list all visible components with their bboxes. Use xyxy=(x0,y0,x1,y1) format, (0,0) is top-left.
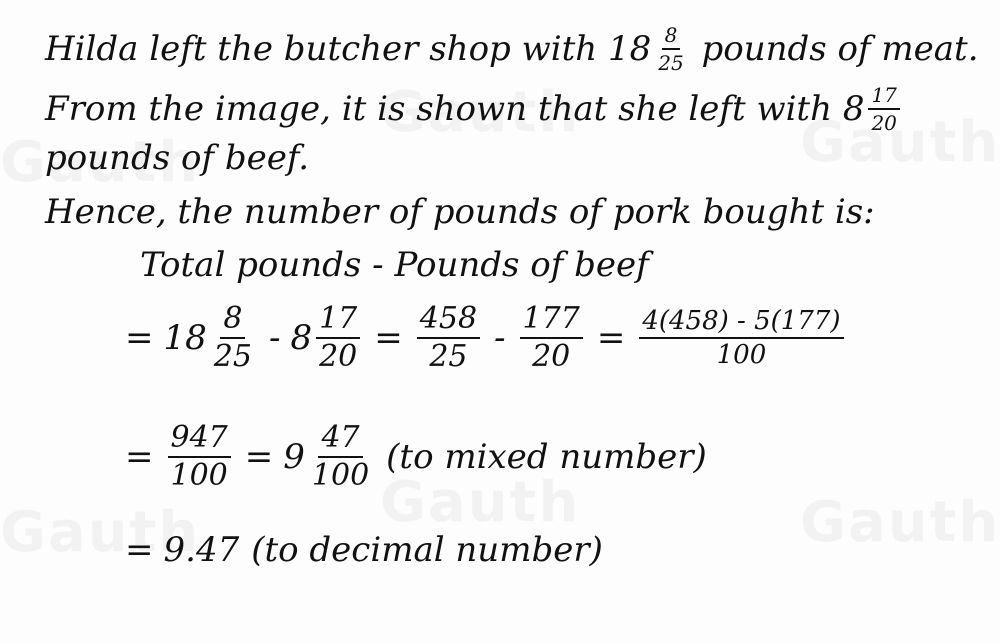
problem-text: Total pounds - Pounds of beef xyxy=(140,245,649,285)
denominator: 25 xyxy=(429,339,468,374)
calc-row-2 xyxy=(115,412,707,502)
problem-line-3 xyxy=(45,138,309,178)
fraction xyxy=(309,420,372,493)
numerator: 4(458) - 5(177) xyxy=(639,308,843,339)
whole-part: 9 xyxy=(283,437,305,477)
numerator: 47 xyxy=(318,423,362,458)
equals-sign: = xyxy=(125,437,154,477)
whole-part: 18 xyxy=(607,29,652,69)
denominator: 25 xyxy=(213,339,252,374)
numerator: 8 xyxy=(220,304,245,339)
equals-sign: = xyxy=(596,318,626,358)
problem-text: From the image, it is shown that she left with xyxy=(45,89,832,129)
minus-sign: - xyxy=(494,318,506,358)
fraction xyxy=(417,301,480,374)
numerator: 177 xyxy=(520,304,583,339)
denominator: 25 xyxy=(658,51,684,75)
calc-row-1 xyxy=(115,288,848,388)
equals-sign: = xyxy=(374,318,403,358)
watermark xyxy=(800,490,1000,555)
denominator: 20 xyxy=(532,339,571,374)
problem-line-5 xyxy=(140,245,649,285)
equals-sign: = xyxy=(125,318,154,358)
problem-text: Hilda left the butcher shop with xyxy=(45,29,598,69)
fraction xyxy=(316,301,360,374)
denominator: 100 xyxy=(716,340,767,370)
numerator: 947 xyxy=(168,423,231,458)
calc-row-3 xyxy=(115,525,603,575)
step-note: (to mixed number) xyxy=(386,437,707,477)
fraction xyxy=(868,85,899,133)
problem-text: pounds of beef. xyxy=(45,138,310,178)
problem-line-4 xyxy=(45,192,875,232)
mixed-number-beef xyxy=(843,85,904,133)
mixed-number xyxy=(163,301,259,374)
fraction xyxy=(168,420,231,493)
denominator: 20 xyxy=(871,111,897,135)
minus-sign: - xyxy=(268,318,281,358)
problem-line-2 xyxy=(45,85,904,133)
mixed-number-meat xyxy=(608,25,691,73)
fraction xyxy=(520,301,583,374)
problem-text: Hence, the number of pounds of pork bought is: xyxy=(45,192,875,232)
decimal-result: 9.47 xyxy=(163,530,240,570)
whole-part: 8 xyxy=(842,89,865,129)
fraction xyxy=(655,25,686,73)
equals-sign: = xyxy=(244,437,274,477)
whole-part: 8 xyxy=(290,318,313,358)
whole-part: 18 xyxy=(163,318,207,358)
step-note: (to decimal number) xyxy=(251,530,603,570)
mixed-number xyxy=(290,301,364,374)
numerator: 17 xyxy=(316,304,360,339)
equals-sign: = xyxy=(125,530,154,570)
numerator: 8 xyxy=(662,25,681,50)
denominator: 100 xyxy=(170,458,228,493)
fraction xyxy=(639,308,843,368)
problem-line-1 xyxy=(45,25,979,73)
numerator: 458 xyxy=(417,304,480,339)
denominator: 100 xyxy=(311,458,370,493)
mixed-number xyxy=(283,420,376,493)
numerator: 17 xyxy=(868,85,899,110)
fraction xyxy=(211,301,255,374)
problem-text: pounds of meat. xyxy=(701,29,979,69)
denominator: 20 xyxy=(319,339,358,374)
